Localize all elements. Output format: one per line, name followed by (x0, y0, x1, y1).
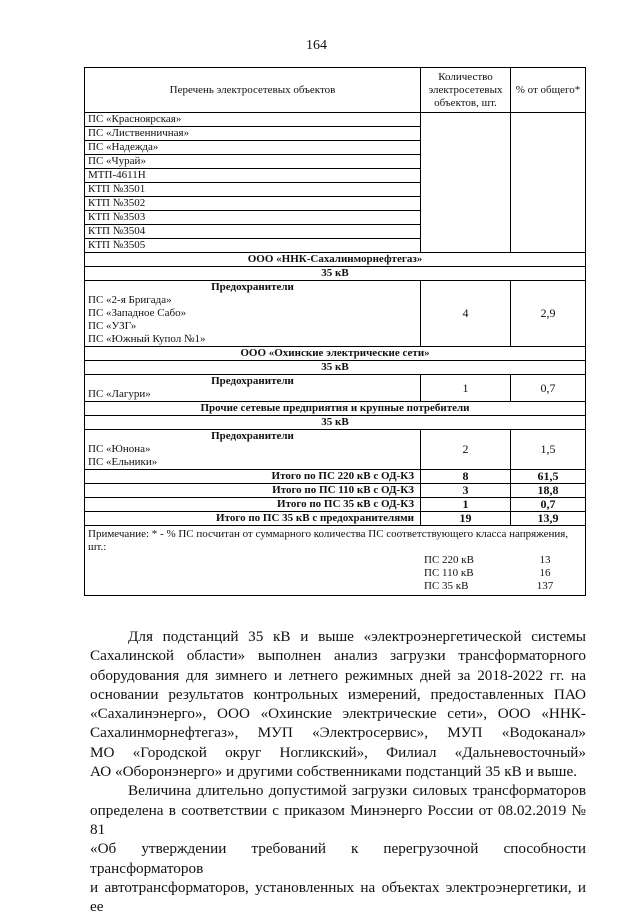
voltage-heading: 35 кВ (85, 416, 586, 430)
text-line: основании результатов контрольных измерений, предоставленных ПАО (90, 685, 586, 703)
list-item: КТП №3502 (85, 197, 421, 211)
org-heading: Прочие сетевые предприятия и крупные потребители (85, 402, 586, 416)
text-line: Сахалинморнефтегаз», МУП «Электросервис», МУП «Водоканал» (90, 724, 586, 742)
total-percent: 18,8 (511, 484, 586, 498)
note-row (85, 526, 586, 596)
note-text: Примечание: * - % ПС посчитан от суммарного количества ПС соответствующего класса напряжения, шт.: (88, 528, 569, 553)
list-item: ПС «Лагури» (85, 388, 421, 402)
voltage-heading: 35 кВ (85, 361, 586, 375)
table-row (85, 281, 586, 295)
total-label: Итого по ПС 35 кВ с ОД-КЗ (85, 498, 421, 512)
org-heading: ООО «ННК-Сахалинморнефтегаз» (85, 253, 586, 267)
body-text (90, 627, 586, 916)
count-cell: 4 (421, 281, 511, 347)
list-item: ПС «Западное Сабо» (85, 307, 421, 320)
subheader-fuses: Предохранители (85, 430, 421, 444)
total-percent: 13,9 (511, 512, 586, 526)
header-percent: % от общего* (511, 68, 586, 113)
note-item-value: 137 (536, 580, 554, 592)
subheader-fuses: Предохранители (85, 281, 421, 295)
total-label: Итого по ПС 220 кВ с ОД-КЗ (85, 470, 421, 484)
note-item-value: 16 (539, 567, 551, 579)
note-item (88, 567, 582, 580)
text-line: МО «Городской округ Ногликский», Филиал «Дальневосточный» (90, 743, 586, 761)
list-item: КТП №3504 (85, 225, 421, 239)
list-item: ПС «Надежда» (85, 141, 421, 155)
subheader-fuses: Предохранители (85, 375, 421, 389)
table-row (85, 375, 586, 389)
note-item-value: 13 (539, 554, 551, 566)
total-count: 8 (421, 470, 511, 484)
text-line: АО «Оборонэнерго» и другими собственниками подстанций 35 кВ и выше. (90, 763, 578, 781)
list-item: ПС «Красноярская» (85, 113, 421, 127)
percent-cell: 2,9 (511, 281, 586, 347)
table-header-row (85, 68, 586, 113)
section-header-row (85, 402, 586, 416)
percent-cell: 1,5 (511, 430, 586, 470)
text-line: «Сахалинэнерго», ООО «Охинские электрические сети», ООО «ННК- (90, 705, 586, 723)
list-item: ПС «Южный Купол №1» (85, 333, 421, 347)
total-percent: 0,7 (511, 498, 586, 512)
list-item: ПС «2-я Бригада» (85, 294, 421, 307)
paragraph-transformer-analysis (90, 627, 586, 781)
total-label: Итого по ПС 110 кВ с ОД-КЗ (85, 484, 421, 498)
note-item-label: ПС 220 кВ (424, 554, 474, 566)
list-item: ПС «Юнона» (85, 443, 421, 456)
page-number: 164 (306, 38, 327, 53)
text-line: оборудования для зимнего и летнего режимных дней за 2018-2022 гг. на (90, 666, 586, 684)
text-line: Величина длительно допустимой загрузки силовых трансформаторов (128, 782, 586, 800)
count-cell: 2 (421, 430, 511, 470)
note-item-label: ПС 35 кВ (424, 580, 469, 592)
note-item (88, 554, 582, 567)
table-row (85, 430, 586, 444)
section-header-row (85, 267, 586, 281)
list-item: ПС «УЗГ» (85, 320, 421, 333)
text-line: Сахалинской области» выполнен анализ загрузки трансформаторного (90, 647, 586, 665)
text-line: Для подстанций 35 кВ и выше «электроэнергетической системы (128, 628, 586, 645)
text-line: «Об утверждении требований к перегрузочной способности трансформаторов (90, 840, 586, 877)
org-heading: ООО «Охинские электрические сети» (85, 347, 586, 361)
total-percent: 61,5 (511, 470, 586, 484)
list-item: ПС «Ельники» (85, 456, 421, 470)
total-row (85, 498, 586, 512)
list-item: ПС «Лиственничная» (85, 127, 421, 141)
note-item (88, 580, 582, 593)
voltage-heading: 35 кВ (85, 267, 586, 281)
header-object-count: Количество электросетевых объектов, шт. (421, 68, 511, 113)
table-row (85, 113, 586, 127)
total-row (85, 470, 586, 484)
note-item-label: ПС 110 кВ (424, 567, 474, 579)
percent-cell (511, 113, 586, 253)
total-count: 1 (421, 498, 511, 512)
total-count: 3 (421, 484, 511, 498)
list-item: МТП-4611Н (85, 169, 421, 183)
total-row (85, 484, 586, 498)
total-label: Итого по ПС 35 кВ с предохранителями (85, 512, 421, 526)
list-item: ПС «Чурай» (85, 155, 421, 169)
list-item: КТП №3501 (85, 183, 421, 197)
text-line: и автотрансформаторов, установленных на объектах электроэнергетики, и ее (90, 878, 586, 916)
section-header-row (85, 361, 586, 375)
header-objects-list: Перечень электросетевых объектов (85, 68, 421, 113)
percent-cell: 0,7 (511, 375, 586, 402)
count-cell (421, 113, 511, 253)
total-count: 19 (421, 512, 511, 526)
list-item: КТП №3503 (85, 211, 421, 225)
section-header-row (85, 416, 586, 430)
paragraph-permissible-load (90, 781, 586, 916)
total-row (85, 512, 586, 526)
section-header-row (85, 347, 586, 361)
section-header-row (85, 253, 586, 267)
count-cell: 1 (421, 375, 511, 402)
electric-grid-objects-table (84, 67, 586, 596)
text-line: определена в соответствии с приказом Минэнерго России от 08.02.2019 № 81 (90, 801, 586, 838)
list-item: КТП №3505 (85, 239, 421, 253)
table-note (85, 526, 586, 596)
